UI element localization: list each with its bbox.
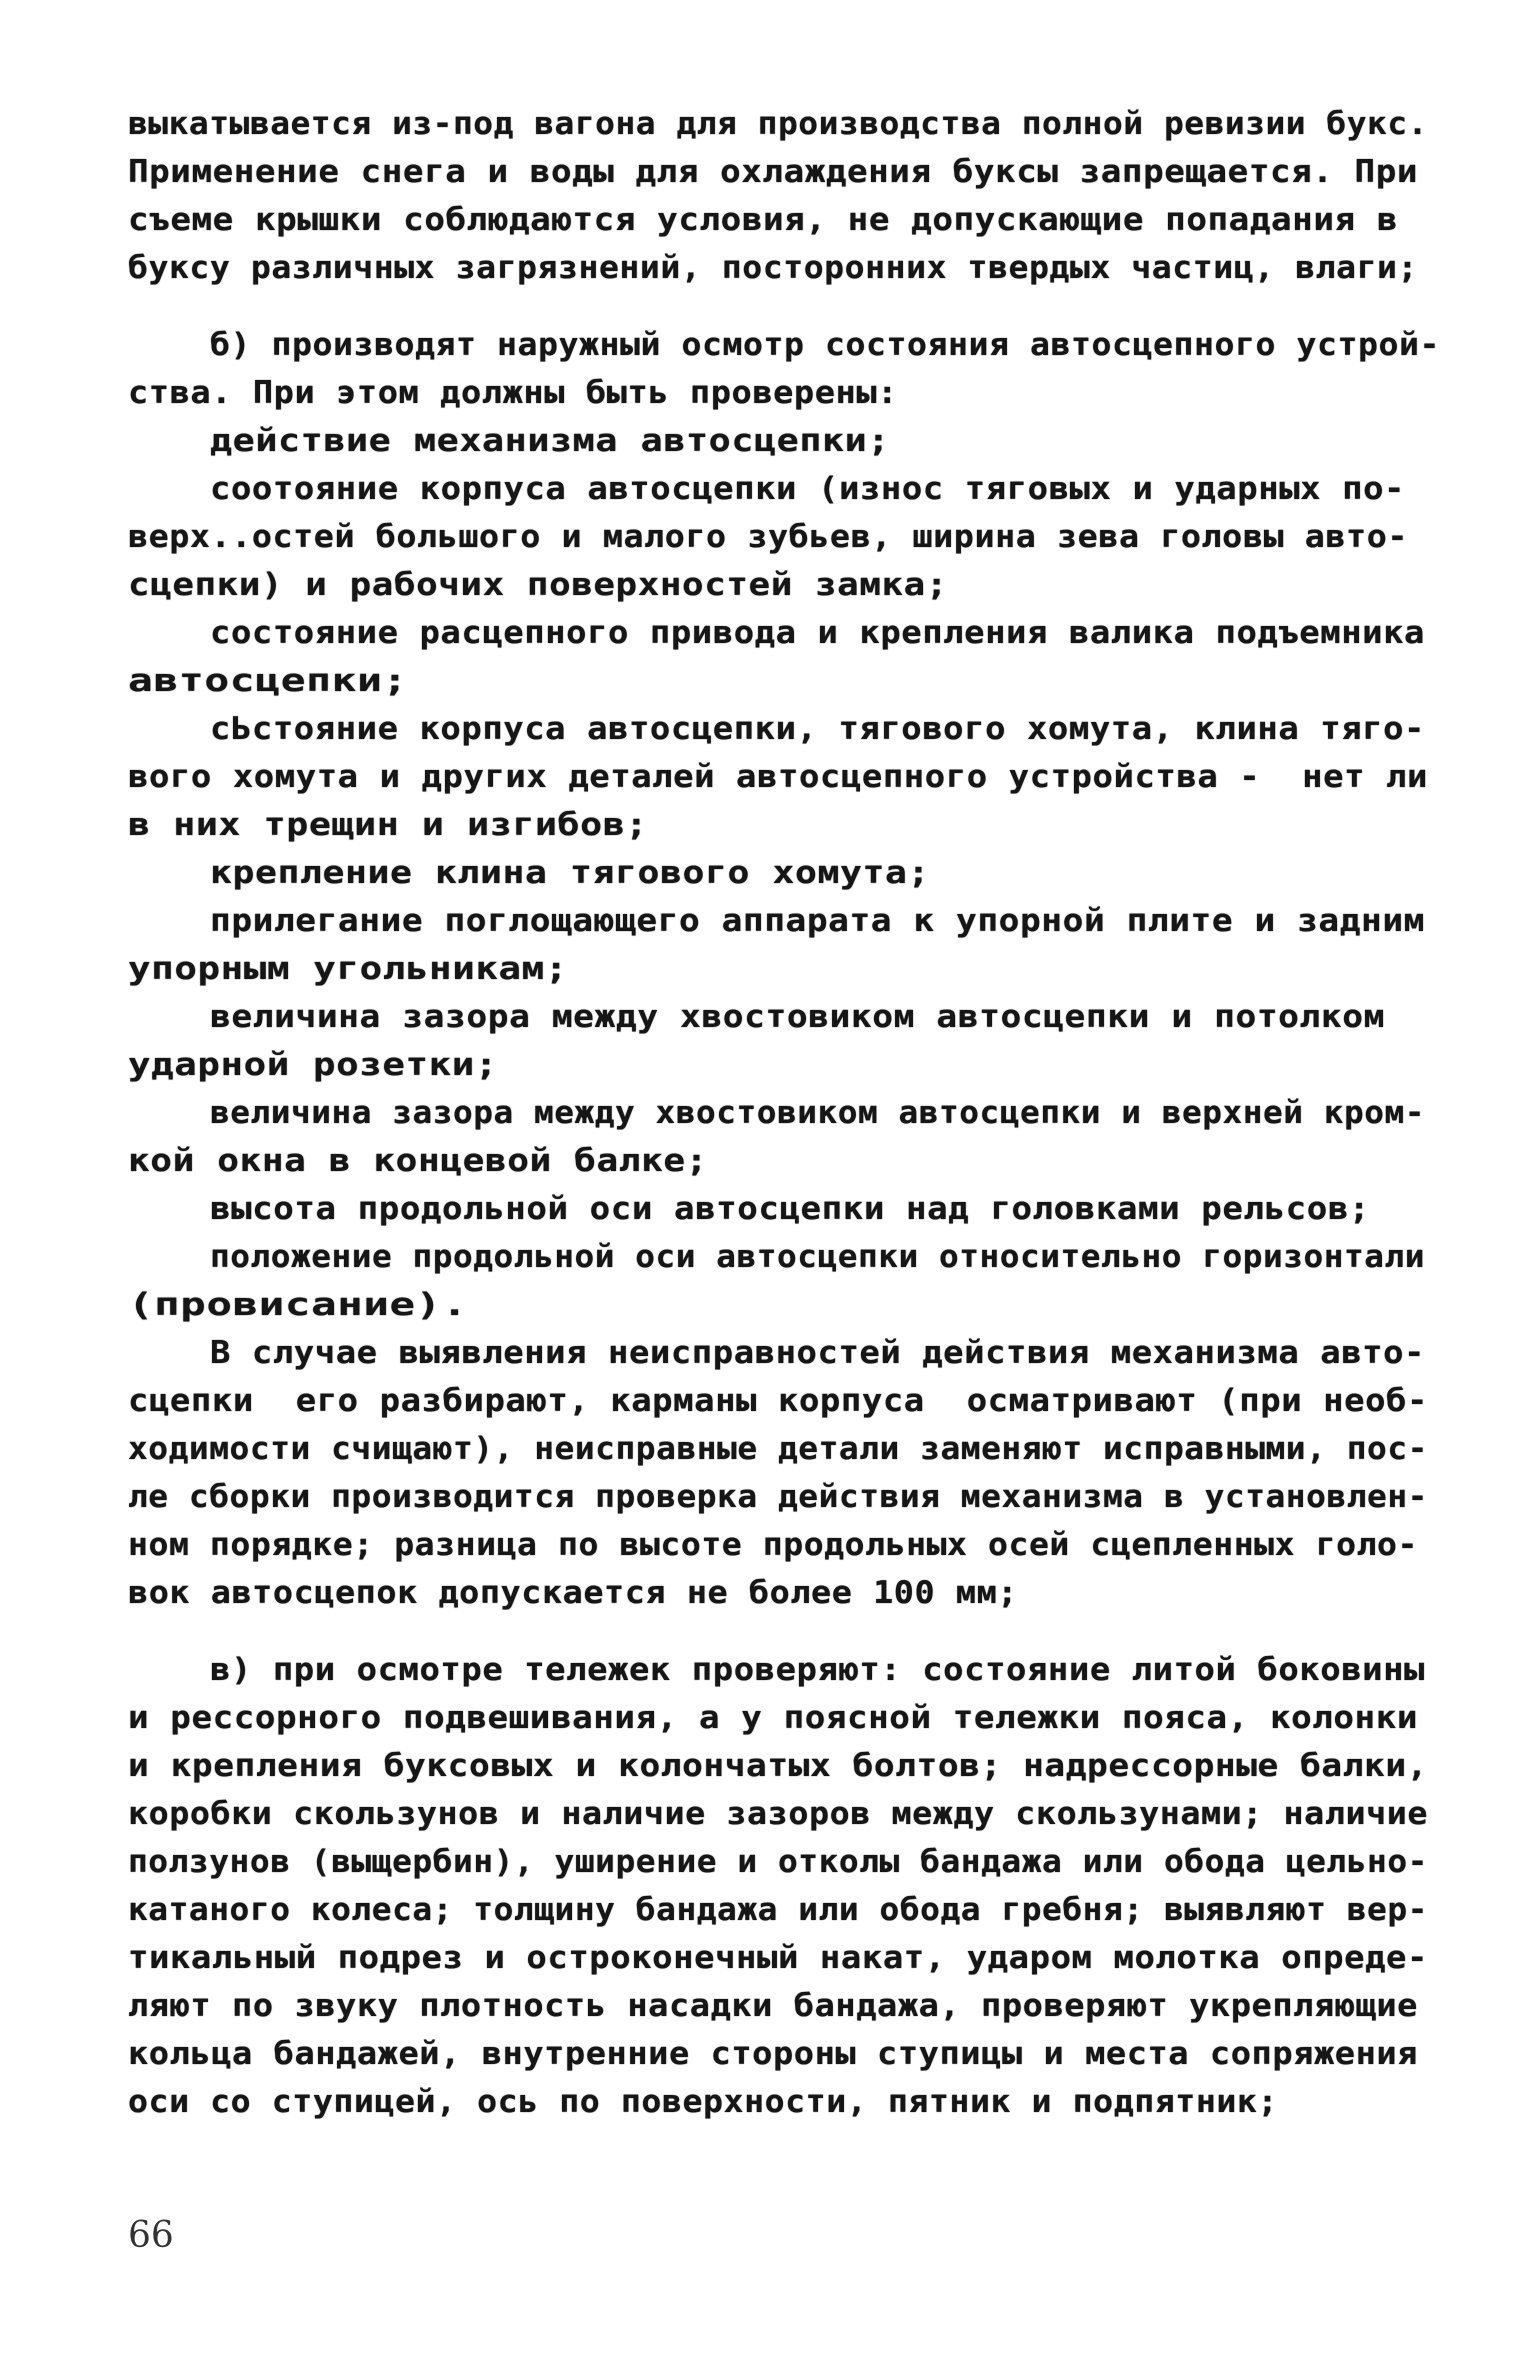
text-line: соотояние корпуса автосцепки (износ тяговых и ударных по-	[210, 471, 1405, 507]
text-line: ляют по звуку плотность насадки бандажа, проверяют укрепляющие	[128, 1988, 1418, 2024]
text-line: (провисание).	[128, 1287, 468, 1323]
text-line: положение продольной оси автосцепки относительно горизонтали	[210, 1239, 1426, 1275]
text-line: съеме крышки соблюдаются условия, не допускающие попадания в	[128, 202, 1398, 238]
text-line: автосцепки;	[128, 663, 408, 699]
text-line: буксу различных загрязнений, посторонних твердых частиц, влаги;	[128, 250, 1418, 286]
text-line: ударной розетки;	[128, 1047, 498, 1083]
text-line: вок автосцепок допускается не более 100 мм;	[128, 1575, 1019, 1611]
text-line: прилегание поглощающего аппарата к упорной плите и задним	[210, 903, 1425, 939]
text-line: кольца бандажей, внутренние стороны ступицы и места сопряжения	[128, 2036, 1418, 2072]
text-line: ходимости счищают), неисправные детали заменяют исправными, пос-	[128, 1431, 1428, 1467]
text-line: величина зазора между хвостовиком автосцепки и верхней кром-	[210, 1095, 1426, 1131]
text-line: ства. При этом должны быть проверены:	[128, 375, 898, 411]
text-line: и рессорного подвешивания, а у поясной тележки пояса, колонки	[128, 1700, 1418, 1736]
text-line: состояние расцепного привода и крепления валика подъемника	[210, 615, 1425, 651]
text-line: сЬстояние корпуса автосцепки, тягового хомута, клина тяго-	[210, 711, 1425, 747]
text-line: вого хомута и других деталей автосцепного устройства - нет ли	[128, 759, 1428, 795]
text-line: ном порядке; разница по высоте продольных осей сцепленных голо-	[128, 1527, 1418, 1563]
text-line: кой окна в концевой балке;	[128, 1143, 708, 1179]
text-line: крепление клина тягового хомута;	[210, 855, 930, 891]
text-line: ле сборки производится проверка действия механизма в установлен-	[128, 1479, 1428, 1515]
text-line: действие механизма автосцепки;	[210, 423, 890, 459]
text-line: выкатывается из-под вагона для производства полной ревизии букс.	[128, 106, 1428, 142]
text-line: коробки скользунов и наличие зазоров между скользунами; наличие	[128, 1796, 1428, 1832]
text-line: и крепления буксовых и колончатых болтов; надрессорные балки,	[128, 1748, 1428, 1784]
text-line: б) производят наружный осмотр состояния автосцепного устрой-	[210, 327, 1440, 363]
text-line: верх..остей большого и малого зубьев, ширина зева головы авто-	[128, 519, 1408, 555]
page-number: 66	[128, 2215, 174, 2256]
text-line: В случае выявления неисправностей действия механизма авто-	[210, 1335, 1425, 1371]
text-line: оси со ступицей, ось по поверхности, пятник и подпятник;	[128, 2084, 1278, 2120]
text-line: в) при осмотре тележек проверяют: состояние литой боковины	[210, 1652, 1425, 1688]
text-line: тикальный подрез и остроконечный накат, ударом молотка опреде-	[128, 1940, 1428, 1976]
text-line: сцепки его разбирают, карманы корпуса осматривают (при необ-	[128, 1383, 1428, 1419]
text-line: величина зазора между хвостовиком автосцепки и потолком	[210, 999, 1385, 1035]
text-line: в них трещин и изгибов;	[128, 807, 648, 843]
text-line: катаного колеса; толщину бандажа или обода гребня; выявляют вер-	[128, 1892, 1428, 1928]
text-line: сцепки) и рабочих поверхностей замка;	[128, 567, 948, 603]
text-line: ползунов (выщербин), уширение и отколы бандажа или обода цельно-	[128, 1844, 1428, 1880]
text-line: высота продольной оси автосцепки над головками рельсов;	[210, 1191, 1370, 1227]
text-line: упорным угольникам;	[128, 951, 568, 987]
text-line: Применение снега и воды для охлаждения буксы запрещается. При	[128, 154, 1418, 190]
